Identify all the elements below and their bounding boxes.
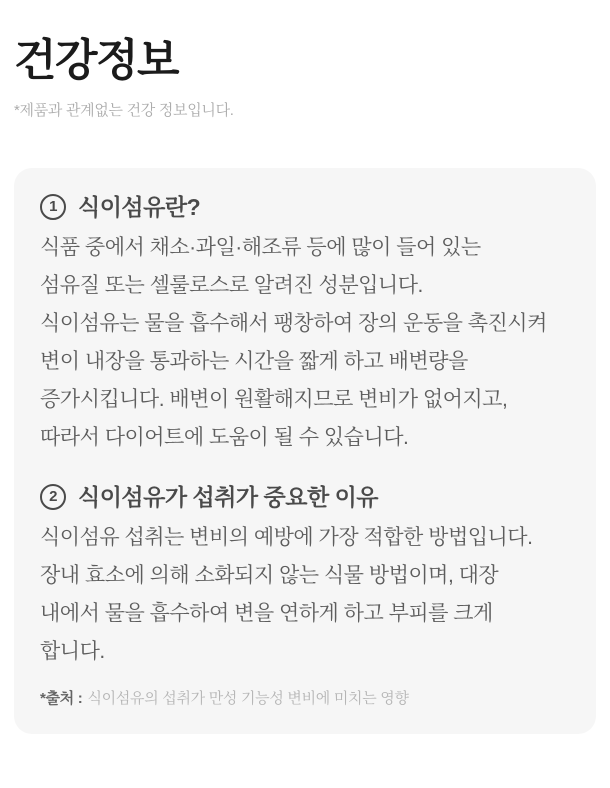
body-line: 식이섬유 섭취는 변비의 예방에 가장 적합한 방법입니다. bbox=[40, 526, 533, 549]
body-line: 장내 효소에 의해 소화되지 않는 식물 방법이며, 대장 bbox=[40, 564, 499, 587]
source-note bbox=[40, 687, 570, 708]
body-line: 식품 중에서 채소·과일·해조류 등에 많이 들어 있는 bbox=[40, 236, 481, 259]
section-body bbox=[40, 519, 570, 671]
circled-number-icon: 1 bbox=[40, 194, 66, 220]
body-line: 따라서 다이어트에 도움이 될 수 있습니다. bbox=[40, 426, 409, 449]
body-line: 내에서 물을 흡수하여 변을 연하게 하고 부피를 크게 bbox=[40, 602, 493, 625]
source-label: *출처 : bbox=[40, 690, 83, 707]
section-body bbox=[40, 229, 570, 457]
section-what-is-dietary-fiber bbox=[40, 192, 570, 457]
section-heading bbox=[40, 192, 570, 222]
source-text: 식이섬유의 섭취가 만성 기능성 변비에 미치는 영향 bbox=[87, 690, 409, 707]
circled-number-icon: 2 bbox=[40, 484, 66, 510]
section-heading bbox=[40, 482, 570, 512]
section-heading-label: 식이섬유가 섭취가 중요한 이유 bbox=[78, 484, 379, 510]
section-heading-label: 식이섬유란? bbox=[78, 194, 201, 220]
health-info-card bbox=[14, 168, 596, 734]
page-subtitle: *제품과 관계없는 건강 정보입니다. bbox=[14, 101, 234, 119]
body-line: 섬유질 또는 셀룰로스로 알려진 성분입니다. bbox=[40, 274, 423, 297]
header bbox=[0, 0, 610, 120]
body-line: 변이 내장을 통과하는 시간을 짧게 하고 배변량을 bbox=[40, 350, 468, 373]
body-line: 증가시킵니다. 배변이 원활해지므로 변비가 없어지고, bbox=[40, 388, 508, 411]
page-title: 건강정보 bbox=[14, 36, 179, 85]
body-line: 합니다. bbox=[40, 640, 105, 663]
body-line: 식이섬유는 물을 흡수해서 팽창하여 장의 운동을 촉진시켜 bbox=[40, 312, 547, 335]
section-why-fiber-intake-matters bbox=[40, 482, 570, 671]
